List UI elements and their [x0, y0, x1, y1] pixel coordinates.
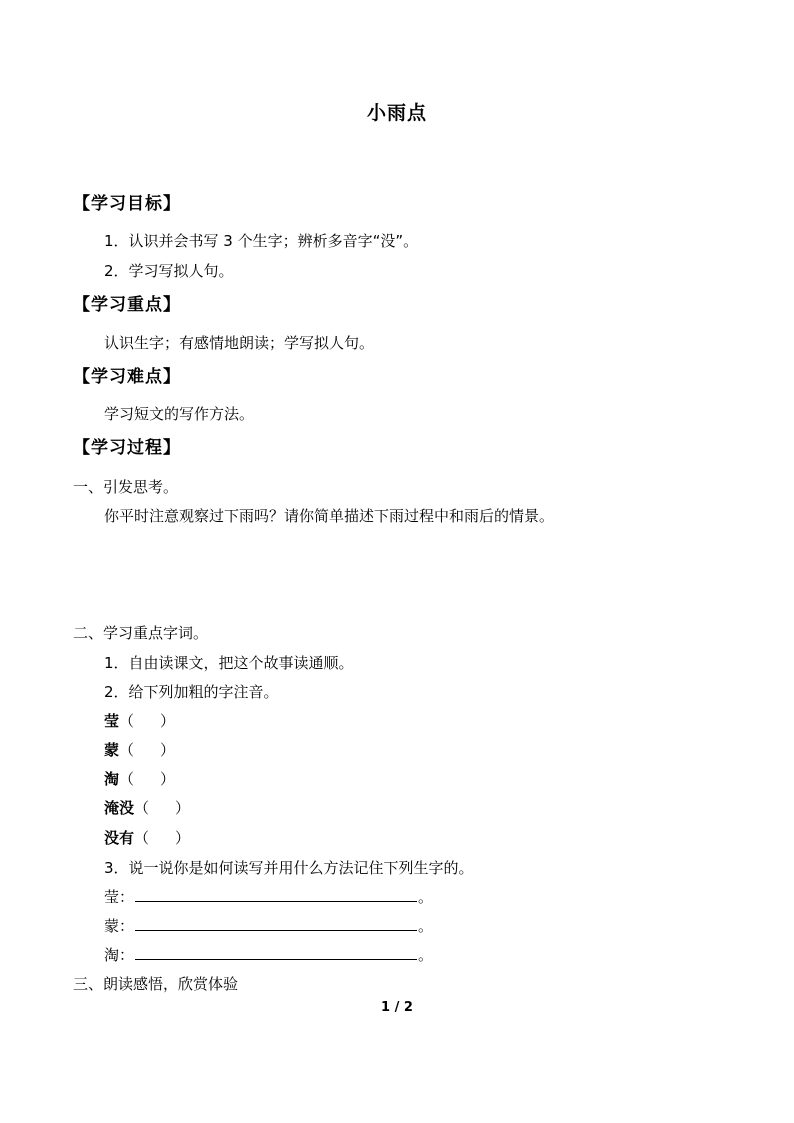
paren-close: ）: [160, 712, 176, 730]
pinyin-item: [104, 710, 175, 731]
pinyin-word: 莹: [104, 712, 120, 730]
fill-blank[interactable]: [135, 887, 417, 902]
fill-label: 蒙：: [104, 917, 135, 935]
fill-blank[interactable]: [135, 945, 417, 960]
pinyin-item: [104, 739, 175, 760]
paren-open: （: [134, 799, 150, 817]
pinyin-item: [104, 827, 190, 848]
difficulties-text: 学习短文的写作方法。: [104, 405, 255, 423]
pinyin-item: [104, 797, 190, 818]
part1-question: 你平时注意观察过下雨吗？请你简单描述下雨过程中和雨后的情景。: [104, 507, 555, 525]
part2-heading: 二、学习重点字词。: [73, 624, 209, 642]
part3-heading: 三、朗读感悟，欣赏体验: [73, 975, 239, 993]
objective-item-2: 2．学习写拟人句。: [104, 262, 234, 280]
part2-step2: 2．给下列加粗的字注音。: [104, 683, 279, 701]
paren-open: （: [119, 712, 135, 730]
paren-close: ）: [160, 741, 176, 759]
key-points-text: 认识生字；有感情地朗读；学写拟人句。: [104, 334, 375, 352]
difficulties-heading: 【学习难点】: [73, 367, 181, 387]
process-heading: 【学习过程】: [73, 438, 181, 458]
paren-close: ）: [160, 770, 176, 788]
part2-step1: 1．自由读课文，把这个故事读通顺。: [104, 654, 354, 672]
paren-open: （: [134, 829, 150, 847]
paren-close: ）: [175, 799, 191, 817]
fill-end: 。: [418, 888, 434, 906]
part2-step3: 3．说一说你是如何读写并用什么方法记住下列生字的。: [104, 859, 474, 877]
pinyin-word: 淘: [104, 770, 120, 788]
pinyin-item: [104, 768, 175, 789]
fill-item: [104, 944, 433, 965]
fill-label: 淘：: [104, 946, 135, 964]
part1-heading: 一、引发思考。: [73, 478, 179, 496]
page-number: 1 / 2: [381, 1000, 413, 1015]
paren-open: （: [119, 741, 135, 759]
paren-open: （: [119, 770, 135, 788]
pinyin-word: 没有: [104, 829, 135, 847]
objectives-heading: 【学习目标】: [73, 194, 181, 214]
objective-item-1: 1．认识并会书写 3 个生字；辨析多音字“没”。: [104, 232, 419, 250]
fill-end: 。: [418, 946, 434, 964]
key-points-heading: 【学习重点】: [73, 295, 181, 315]
fill-item: [104, 886, 433, 907]
fill-end: 。: [418, 917, 434, 935]
fill-label: 莹：: [104, 888, 135, 906]
pinyin-word: 蒙: [104, 741, 120, 759]
fill-item: [104, 915, 433, 936]
fill-blank[interactable]: [135, 916, 417, 931]
paren-close: ）: [175, 829, 191, 847]
pinyin-word: 淹没: [104, 799, 135, 817]
page-title: 小雨点: [366, 102, 427, 124]
